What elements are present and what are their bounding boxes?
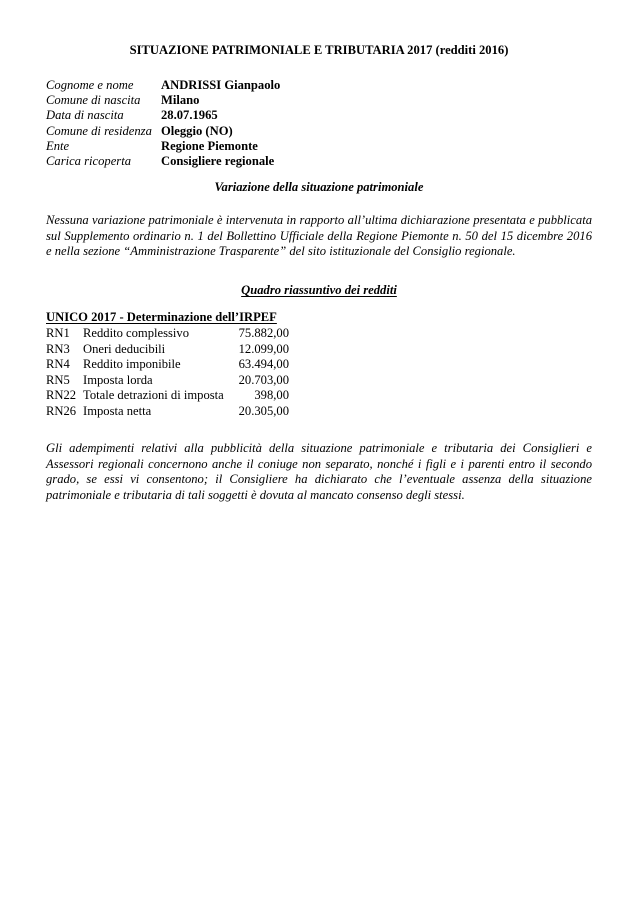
row-amount: 398,00 (254, 388, 289, 402)
row-description: Imposta netta (83, 403, 152, 418)
row-code: RN26 (46, 403, 77, 418)
row-description: Imposta lorda (83, 372, 153, 387)
info-label: Cognome e nome (46, 78, 134, 92)
info-value: ANDRISSI Gianpaolo (161, 78, 281, 92)
patrimonial-section-text: Nessuna variazione patrimoniale è intervenuta in rapporto all’ultima dichiarazione presentata e pubblicata sul Supplemento ordinario n. 1 del Bollettino Ufficiale della Regione Piemonte n. 50 del 15 dicembre 2016 e nella sezione “Amministrazione Trasparente” del sito istituzionale del Consiglio regionale. (46, 213, 592, 258)
unico-title: UNICO 2017 - Determinazione dell’IRPEF (46, 310, 277, 324)
info-row (46, 124, 280, 139)
row-amount: 63.494,00 (238, 357, 289, 371)
table-row (46, 357, 289, 373)
info-row (46, 139, 280, 154)
row-amount: 12.099,00 (238, 341, 289, 356)
row-code: RN3 (46, 341, 70, 356)
info-value: Milano (161, 93, 200, 108)
footer-note: Gli adempimenti relativi alla pubblicità della situazione patrimoniale e tributaria dei Consiglieri e Assessori regionali concernono anche il coniuge non separato, nonché i figli e i parenti entro il secondo grado, se essi vi consentono; il Consigliere ha dichiarato che l’eventuale assenza della situazione patrimoniale e tributaria di tali soggetti è dovuta al mancato consenso degli stessi. (46, 441, 592, 502)
patrimonial-heading-text: Variazione della situazione patrimoniale (214, 180, 424, 194)
info-label: Data di nascita (46, 108, 124, 123)
info-row (46, 78, 280, 93)
document-title: SITUAZIONE PATRIMONIALE E TRIBUTARIA 2017 (redditi 2016) (129, 43, 509, 57)
row-description: Reddito complessivo (83, 326, 189, 340)
table-row (46, 373, 289, 389)
row-code: RN1 (46, 326, 70, 340)
info-row (46, 108, 280, 123)
row-code: RN5 (46, 372, 70, 387)
info-value: Consigliere regionale (161, 154, 275, 169)
row-description: Totale detrazioni di imposta (83, 388, 224, 402)
income-section-heading (46, 283, 592, 298)
info-label: Comune di nascita (46, 93, 141, 108)
info-value: Oleggio (NO) (161, 123, 233, 138)
info-row (46, 93, 280, 108)
row-code: RN4 (46, 357, 70, 371)
income-heading-text: Quadro riassuntivo dei redditi (241, 283, 397, 297)
info-row (46, 154, 280, 169)
row-description: Oneri deducibili (83, 341, 166, 356)
table-row (46, 342, 289, 358)
patrimonial-section-heading (46, 180, 592, 195)
table-row (46, 388, 289, 404)
info-label: Carica ricoperta (46, 154, 132, 169)
personal-info-table (46, 78, 280, 169)
table-row (46, 404, 289, 420)
row-amount: 20.703,00 (238, 372, 289, 387)
row-amount: 20.305,00 (238, 403, 289, 418)
row-description: Reddito imponibile (83, 357, 181, 371)
info-label: Ente (46, 138, 70, 153)
info-value: Regione Piemonte (161, 138, 258, 153)
table-row (46, 326, 289, 342)
info-label: Comune di residenza (46, 123, 152, 138)
info-value: 28.07.1965 (161, 108, 218, 123)
row-amount: 75.882,00 (238, 326, 289, 340)
irpef-table (46, 326, 289, 419)
row-code: RN22 (46, 388, 77, 402)
